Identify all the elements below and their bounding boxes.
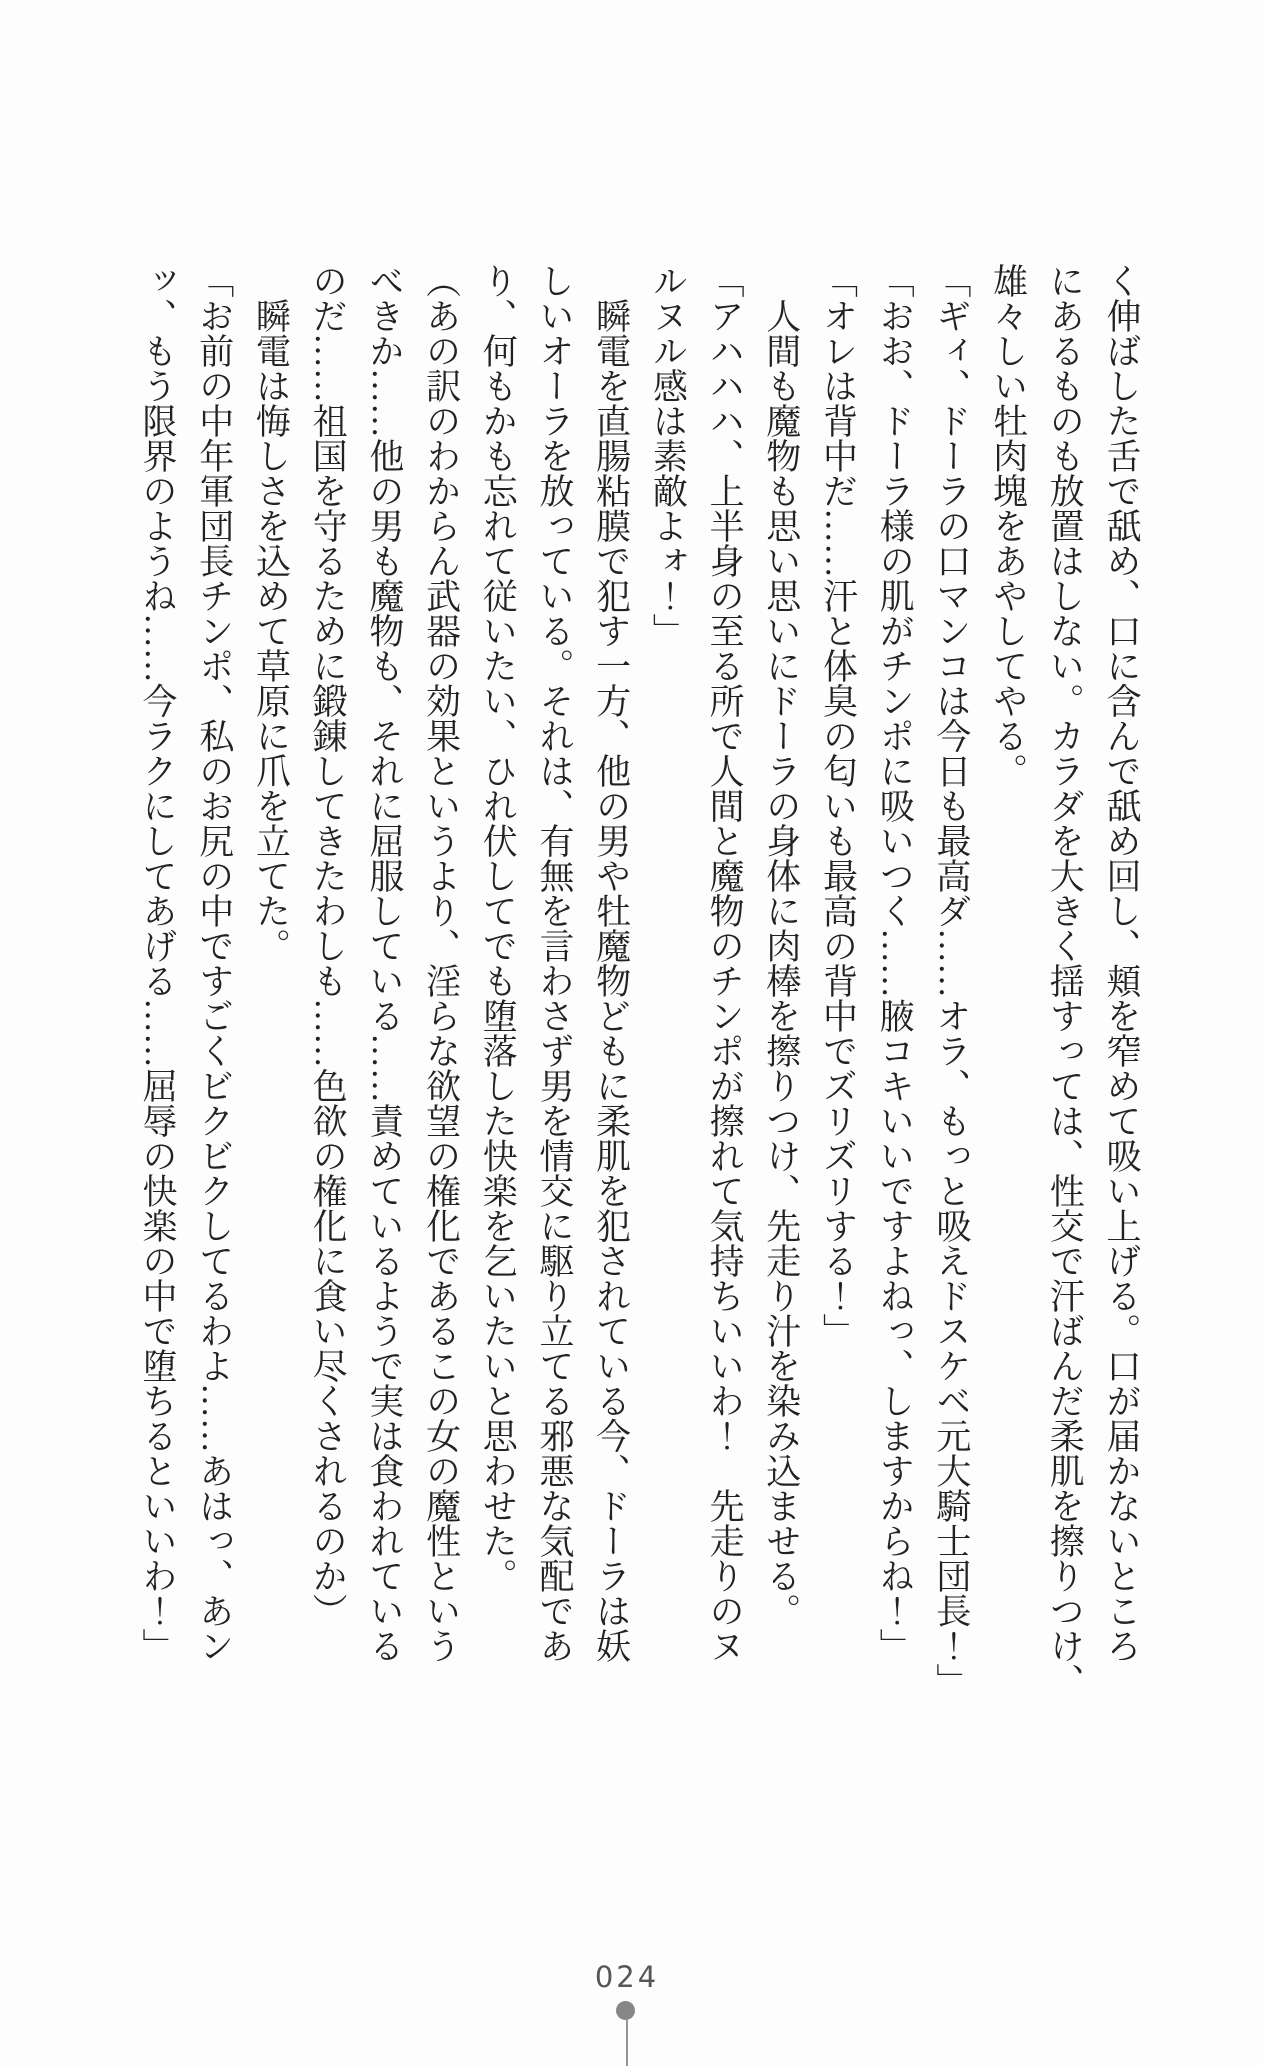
text-line: り、何もかも忘れて従いたい、ひれ伏してでも堕落した快楽を乞いたいと思わせた。 [478, 263, 518, 1593]
text-line: 人間も魔物も思い思いにドーラの身体に肉棒を擦りつけ、先走り汁を染み込ませる。 [761, 263, 801, 1628]
text-line: 雄々しい牡肉塊をあやしてやる。 [988, 263, 1028, 788]
text-line: く伸ばした舌で舐め、口に含んで舐め回し、頬を窄めて吸い上げる。口が届かないところ [1102, 263, 1141, 1663]
text-line: べきか……他の男も魔物も、それに屈服している……責めているようで実は食われている [364, 263, 404, 1663]
text-line: 瞬電を直腸粘膜で犯す一方、他の男や牡魔物どもに柔肌を犯されている今、ドーラは妖 [591, 263, 631, 1663]
text-line: 瞬電は悔しさを込めて草原に爪を立てた。 [251, 263, 291, 963]
text-line: 「アハハハ、上半身の至る所で人間と魔物のチンポが擦れて気持ちいいわ！ 先走りのヌ [705, 263, 745, 1663]
page-marker-dot-icon [616, 2001, 635, 2020]
text-line: 「お前の中年軍団長チンポ、私のお尻の中ですごくビクビクしてるわよ……あはっ、あン [194, 263, 234, 1663]
text-line: にあるものも放置はしない。カラダを大きく揺すっては、性交で汗ばんだ柔肌を擦りつけ、 [1045, 263, 1085, 1698]
text-line: （あの訳のわからん武器の効果というより、淫らな欲望の権化であるこの女の魔性という [421, 263, 461, 1663]
text-line: 「おお、ドーラ様の肌がチンポに吸いつく……腋コキいいですよねっ、しますからね！」 [875, 263, 915, 1663]
page-marker-line [626, 2019, 628, 2066]
page-number: 024 [594, 1960, 660, 1994]
text-line: 「ギィ、ドーラの口マンコは今日も最高ダ……オラ、もっと吸えドスケベ元大騎士団長！」 [931, 263, 971, 1698]
text-line: のだ……祖国を守るために鍛錬してきたわしも……色欲の権化に食い尽くされるのか） [308, 263, 348, 1628]
text-line: ッ、もう限界のようね……今ラクにしてあげる……屈辱の快楽の中で堕ちるといいわ！」 [138, 263, 178, 1663]
text-line: しいオーラを放っている。それは、有無を言わさず男を情交に駆り立てる邪悪な気配であ [534, 263, 574, 1663]
text-block [128, 263, 1149, 1708]
text-line: ルヌル感は素敵よォ！」 [648, 263, 688, 648]
text-line: 「オレは背中だ……汗と体臭の匂いも最高の背中でズリズリする！」 [818, 263, 858, 1348]
